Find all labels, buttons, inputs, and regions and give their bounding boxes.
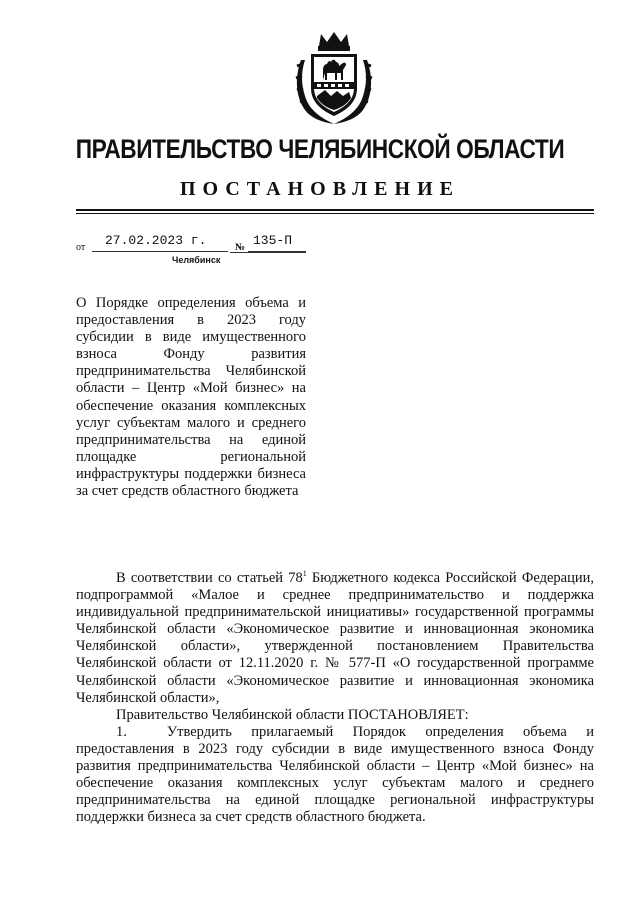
- body-paragraph-3: [76, 724, 594, 827]
- header-rule-thick: [76, 209, 594, 211]
- header-rule-thin: [76, 213, 594, 214]
- document-type: ПОСТАНОВЛЕНИЕ: [180, 178, 460, 200]
- clause-number: 1.: [116, 723, 127, 740]
- document-number: 135-П: [248, 232, 306, 252]
- from-label: от: [76, 242, 86, 253]
- body-paragraph-1: [76, 570, 594, 707]
- body-paragraph-1-rest: Бюджетного кодекса Российской Федерации, подпрограммой «Малое и среднее предпринимательство и поддержка индивидуальной предпринимательской инициативы» государственной программы Челябинской области «Экономическое развитие и инновационная экономика Челябинской области», утвержденной постановлением Правительства Челябинской области от 12.11.2020 г. № 577-П «О государственной программе Челябинской области «Экономическое развитие и инновационная экономика Челябинской области»,: [76, 570, 594, 706]
- city-label: Челябинск: [172, 255, 221, 265]
- coat-of-arms-icon: [291, 30, 377, 126]
- body-paragraph-2: Правительство Челябинской области ПОСТАНОВЛЯЕТ:: [116, 706, 469, 723]
- number-underline: [230, 252, 306, 253]
- government-title: ПРАВИТЕЛЬСТВО ЧЕЛЯБИНСКОЙ ОБЛАСТИ: [75, 134, 565, 164]
- article-superscript: 1: [302, 569, 307, 579]
- document-date: 27.02.2023 г.: [92, 232, 228, 252]
- clause-text: Утвердить прилагаемый Порядок определения объема и предоставления в 2023 году субсидии в виде имущественного взноса Фонду развития предпринимательства Челябинской области – Центр «Мой бизнес» на обеспечение оказания комплексных услуг субъектам малого и среднего предпринимательства на единой площадке региональной инфраструктуры поддержки бизнеса за счет средств областного бюджета.: [76, 723, 594, 826]
- document-subject: О Порядке определения объема и предоставления в 2023 году субсидии в виде имущественного взноса Фонду развития предпринимательства Челябинской области – Центр «Мой бизнес» на обеспечение оказания комплексных услуг субъектам малого и среднего предпринимательства на единой площадке региональной инфраструктуры поддержки бизнеса за счет средств областного бюджета: [76, 295, 306, 500]
- number-sign: №: [235, 242, 246, 253]
- document-body: [76, 570, 594, 826]
- body-paragraph-1-start: В соответствии со статьей 78: [116, 570, 303, 586]
